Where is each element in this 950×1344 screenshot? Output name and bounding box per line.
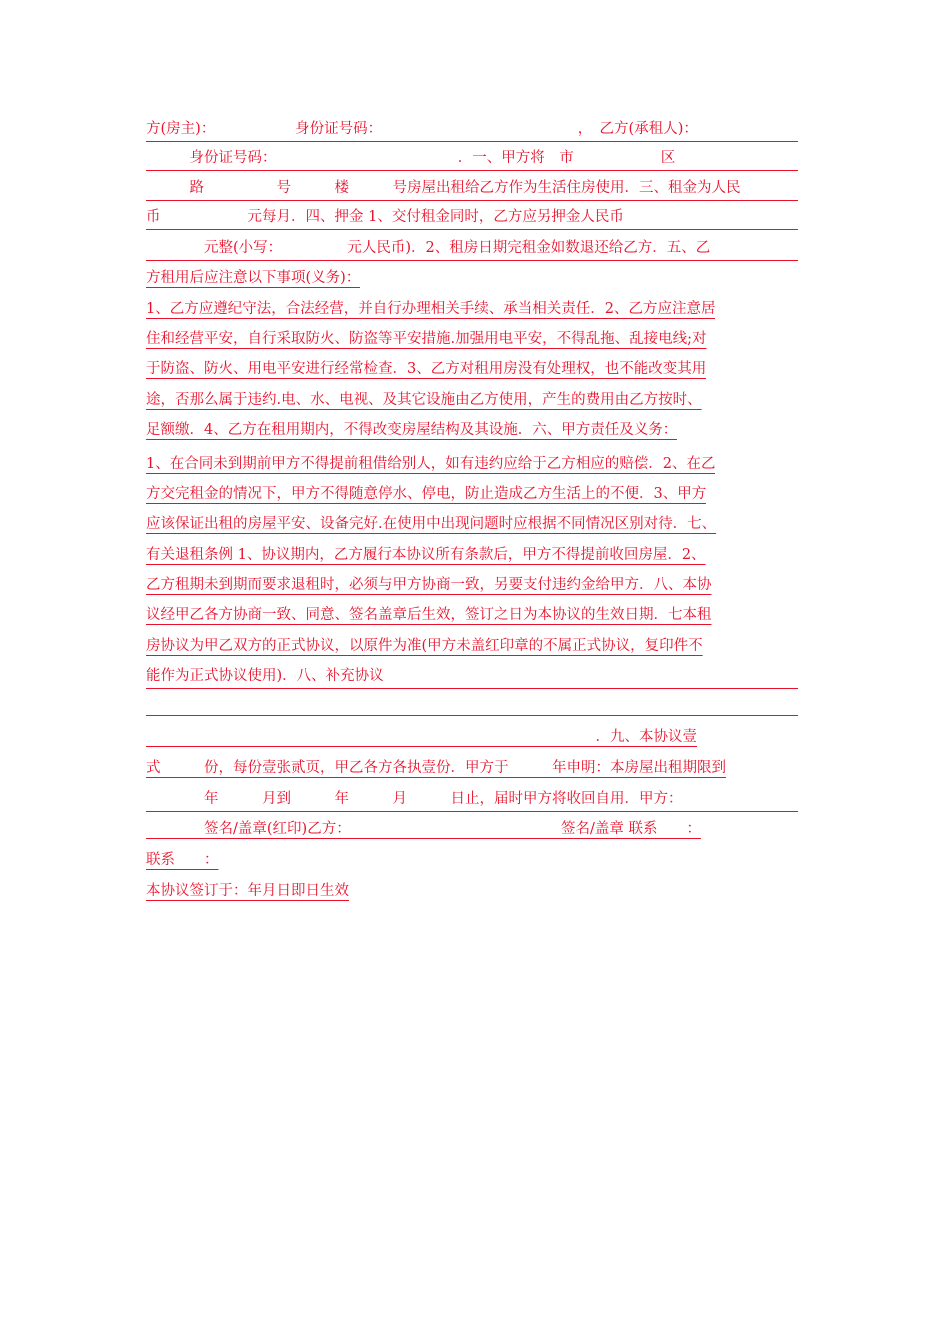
contract-line-23: 年 月到 年 月 日止，届时甲方将收回自用．甲方： (146, 787, 798, 812)
contract-line-19: 能作为正式协议使用)．八、补充协议 (146, 664, 798, 689)
contract-line-11: 足额缴．4、乙方在租用期内，不得改变房屋结构及其设施．六、甲方责任及义务： (146, 422, 678, 438)
contract-line-13: 方交完租金的情况下，甲方不得随意停水、停电，防止造成乙方生活上的不便．3、甲方 (146, 486, 707, 502)
contract-line-18: 房协议为甲乙双方的正式协议，以原件为准(甲方未盖红印章的不属正式协议，复印件不 (146, 638, 703, 654)
contract-line-22: 式 份，每份壹张贰页，甲乙各方各执壹份．甲方于 年申明：本房屋出租期限到 (146, 760, 726, 776)
contract-effective-date: 本协议签订于：年月日即日生效 (146, 883, 349, 899)
contract-blank-line (146, 691, 798, 716)
contract-line-4: 币 元每月．四、押金 1、交付租金同时，乙方应另押金人民币 (146, 205, 798, 230)
contract-line-1: 方(房主)： 身份证号码： ， 乙方(承租人)： (146, 117, 798, 142)
contract-line-15: 有关退租条例 1、协议期内，乙方履行本协议所有条款后，甲方不得提前收回房屋．2、 (146, 547, 706, 563)
contract-contact-line: 联系 ： (146, 852, 219, 868)
contract-line-7: 1、乙方应遵纪守法，合法经营，并自行办理相关手续、承当相关责任．2、乙方应注意居 (146, 301, 716, 317)
contract-line-6: 方租用后应注意以下事项(义务)： (146, 270, 361, 286)
contract-line-3: 路 号 楼 号房屋出租给乙方作为生活住房使用．三、租金为人民 (146, 176, 798, 201)
contract-line-10: 途，否那么属于违约.电、水、电视、及其它设施由乙方使用，产生的费用由乙方按时、 (146, 392, 702, 408)
contract-line-12: 1、在合同未到期前甲方不得提前租借给别人，如有违约应给于乙方相应的赔偿．2、在乙 (146, 456, 716, 472)
contract-line-9: 于防盗、防火、用电平安进行经常检查．3、乙方对租用房没有处理权，也不能改变其用 (146, 361, 707, 377)
contract-line-5: 元整(小写： 元人民币)．2、租房日期完租金如数退还给乙方．五、乙 (146, 236, 798, 261)
contract-line-2: 身份证号码： ．一、甲方将 市 区 (146, 146, 798, 171)
contract-signature-line: 签名/盖章(红印)乙方： 签名/盖章 联系 ： (146, 821, 701, 837)
contract-line-21: ．九、本协议壹 (146, 729, 697, 745)
contract-line-17: 议经甲乙各方协商一致、同意、签名盖章后生效，签订之日为本协议的生效日期．七本租 (146, 607, 712, 623)
contract-line-8: 住和经营平安，自行采取防火、防盗等平安措施.加强用电平安，不得乱拖、乱接电线;对 (146, 331, 707, 347)
contract-line-14: 应该保证出租的房屋平安、设备完好.在使用中出现问题时应根据不同情况区别对待．七、 (146, 516, 717, 532)
contract-line-16: 乙方租期未到期而要求退租时，必须与甲方协商一致，另要支付违约金给甲方．八、本协 (146, 577, 712, 593)
